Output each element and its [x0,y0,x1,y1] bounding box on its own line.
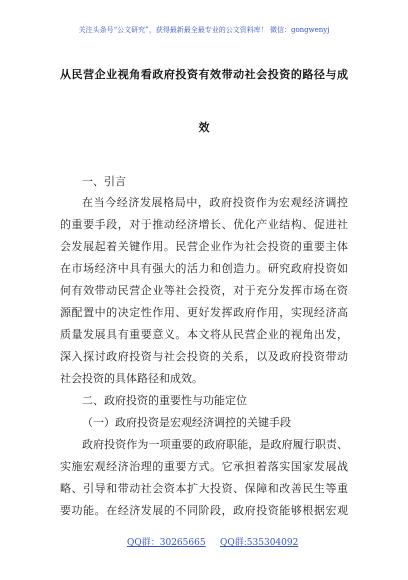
section-heading-government-investment: 二、政府投资的重要性与功能定位 [82,394,247,407]
document-title-line-2: 效 [198,121,210,134]
paragraph-line: 的重要手段，对于推动经济增长、优化产业结构、促进社 [60,218,348,231]
paragraph-line: 会发展起着关键作用。民营企业作为社会投资的重要主体 [60,240,348,253]
paragraph-line: 源配置中的决定性作用、更好发挥政府作用，实现经济高 [60,306,348,319]
paragraph-line: 政府投资作为一项重要的政府职能，是政府履行职责、 [82,438,348,451]
header-promo-text: 关注头条号“公文研究”，获得最新最全最专业的公文资料库！ 微信：gongwenyj [78,26,330,34]
paragraph-line: 质量发展具有重要意义。本文将从民营企业的视角出发， [60,328,348,341]
section-heading-introduction: 一、引言 [82,175,126,188]
paragraph-line: 深入探讨政府投资与社会投资的关系，以及政府投资带动 [60,350,348,363]
paragraph-line: 略、引导和带动社会资本扩大投资、保障和改善民生等重 [60,482,348,495]
footer-qq-group-1: QQ群：30265665 [127,538,206,548]
paragraph-line: 何有效带动民营企业等社会投资，对于充分发挥市场在资 [60,284,348,297]
subsection-heading-macro-control: （一）政府投资是宏观经济调控的关键手段 [82,416,291,429]
document-title-line-1: 从民营企业视角看政府投资有效带动社会投资的路径与成 [60,68,348,81]
paragraph-line: 要功能。在经济发展的不同阶段，政府投资能够根据宏观 [60,504,348,517]
paragraph-line: 在市场经济中具有强大的活力和创造力。研究政府投资如 [60,262,348,275]
paragraph-line: 在当今经济发展格局中，政府投资作为宏观经济调控 [82,196,348,209]
paragraph-line: 社会投资的具体路径和成效。 [60,372,203,385]
paragraph-line: 实施宏观经济治理的重要方式。它承担着落实国家发展战 [60,460,348,473]
footer-qq-group-2: QQ群:535304092 [220,538,299,548]
